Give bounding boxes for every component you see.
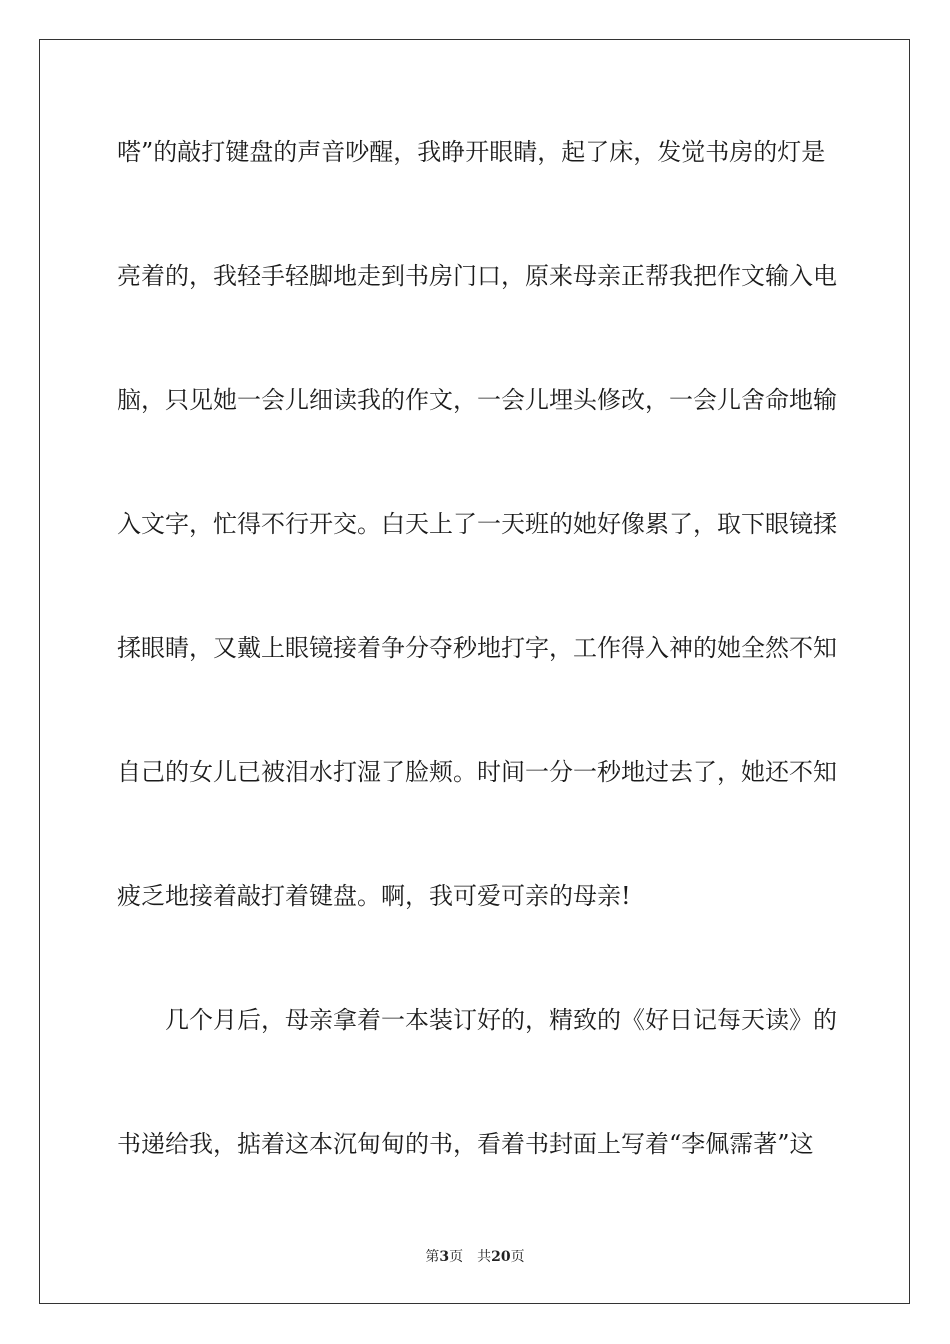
total-pages-prefix: 共 <box>477 1249 492 1265</box>
body-line-9: 书递给我，掂着这本沉甸甸的书，看着书封面上写着“李佩霈著”这 <box>117 1130 814 1158</box>
page-number-suffix: 页 <box>449 1249 464 1265</box>
body-line-7: 疲乏地接着敲打着键盘。啊，我可爱可亲的母亲! <box>117 882 631 910</box>
total-pages-suffix: 页 <box>510 1249 525 1265</box>
body-line-5: 揉眼睛，又戴上眼镜接着争分夺秒地打字，工作得入神的她全然不知 <box>117 634 837 662</box>
body-line-1: 嗒”的敲打键盘的声音吵醒，我睁开眼睛，起了床，发觉书房的灯是 <box>117 138 826 166</box>
body-line-8-paragraph-start: 几个月后，母亲拿着一本装订好的，精致的《好日记每天读》的 <box>165 1006 837 1034</box>
body-line-6: 自己的女儿已被泪水打湿了脸颊。时间一分一秒地过去了，她还不知 <box>117 758 837 786</box>
page-border <box>39 39 910 1304</box>
body-line-3: 脑，只见她一会儿细读我的作文，一会儿埋头修改，一会儿舍命地输 <box>117 386 837 414</box>
page-number-prefix: 第 <box>425 1249 440 1265</box>
body-line-4: 入文字，忙得不行开交。白天上了一天班的她好像累了，取下眼镜揉 <box>117 510 837 538</box>
current-page-number: 3 <box>439 1249 450 1265</box>
total-pages-number: 20 <box>491 1249 511 1265</box>
page-footer <box>0 1248 950 1266</box>
body-line-2: 亮着的，我轻手轻脚地走到书房门口，原来母亲正帮我把作文输入电 <box>117 262 837 290</box>
